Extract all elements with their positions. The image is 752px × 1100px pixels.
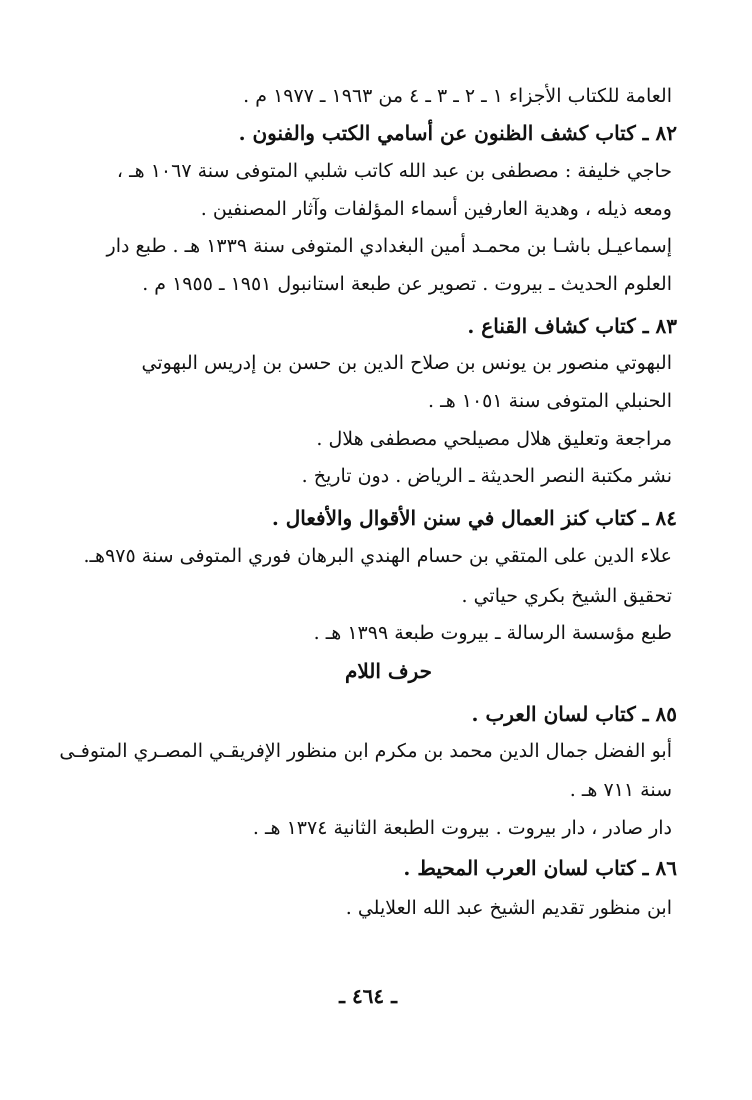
entry-heading-84: ٨٤ ـ كتاب كنز العمال في سنن الأقوال والأفعال .	[271, 506, 677, 530]
text-line: إسماعيـل باشـا بن محمـد أمين البغدادي المتوفى سنة ١٣٣٩ هـ . طبع دار	[106, 235, 672, 257]
section-heading: حرف اللام	[344, 659, 432, 683]
text-line: البهوتي منصور بن يونس بن صلاح الدين بن حسن بن إدريس البهوتي	[141, 352, 672, 374]
entry-heading-86: ٨٦ ـ كتاب لسان العرب المحيط .	[403, 856, 677, 880]
text-line: نشر مكتبة النصر الحديثة ـ الرياض . دون تاريخ .	[301, 465, 672, 487]
text-line: العلوم الحديث ـ بيروت . تصوير عن طبعة استانبول ١٩٥١ ـ ١٩٥٥ م .	[142, 273, 672, 295]
text-line: سنة ٧١١ هـ .	[569, 779, 672, 801]
page-number: ـ ٤٦٤ ـ	[339, 984, 397, 1008]
text-line: الحنبلي المتوفى سنة ١٠٥١ هـ .	[428, 390, 672, 412]
text-line: أبو الفضل جمال الدين محمد بن مكرم ابن منظور الإفريقـي المصـري المتوفـى	[59, 740, 672, 762]
entry-heading-83: ٨٣ ـ كتاب كشاف القناع .	[467, 314, 677, 338]
entry-heading-82: ٨٢ ـ كتاب كشف الظنون عن أسامي الكتب والفنون .	[238, 121, 677, 145]
text-line: طبع مؤسسة الرسالة ـ بيروت طبعة ١٣٩٩ هـ .	[313, 622, 672, 644]
text-line: ابن منظور تقديم الشيخ عبد الله العلايلي .	[345, 897, 672, 919]
text-line: علاء الدين على المتقي بن حسام الهندي البرهان فوري المتوفى سنة ٩٧٥هـ.	[83, 545, 672, 567]
text-line: دار صادر ، دار بيروت . بيروت الطبعة الثانية ١٣٧٤ هـ .	[252, 817, 672, 839]
entry-heading-85: ٨٥ ـ كتاب لسان العرب .	[471, 702, 677, 726]
text-line: ومعه ذيله ، وهدية العارفين أسماء المؤلفات وآثار المصنفين .	[200, 198, 672, 220]
text-line: تحقيق الشيخ بكري حياتي .	[461, 585, 672, 607]
text-line: العامة للكتاب الأجزاء ١ ـ ٢ ـ ٣ ـ ٤ من ١٩٦٣ ـ ١٩٧٧ م .	[243, 85, 672, 107]
text-line: مراجعة وتعليق هلال مصيلحي مصطفى هلال .	[316, 428, 672, 450]
text-line: حاجي خليفة : مصطفى بن عبد الله كاتب شلبي المتوفى سنة ١٠٦٧ هـ ،	[116, 160, 672, 182]
